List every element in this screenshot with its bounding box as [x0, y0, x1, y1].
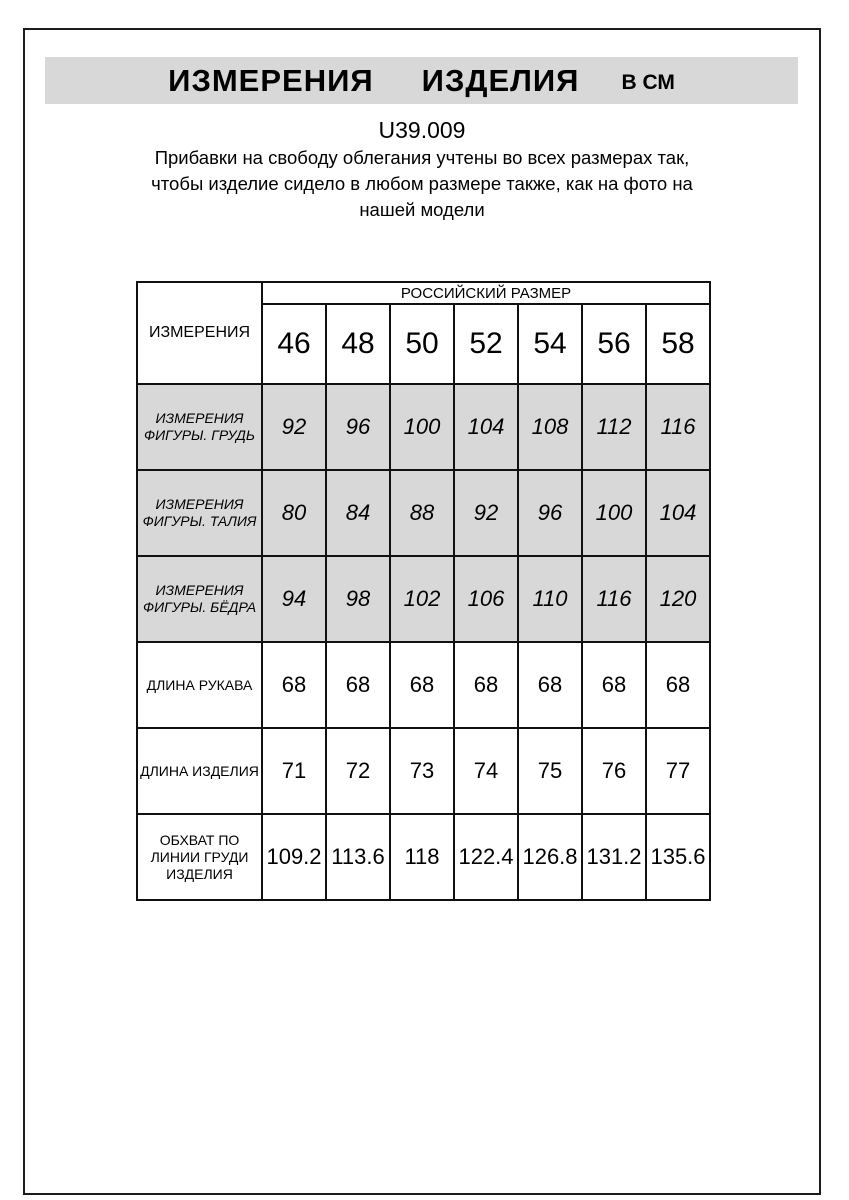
value-cell: 96: [326, 384, 390, 470]
value-cell: 116: [582, 556, 646, 642]
value-cell: 116: [646, 384, 710, 470]
table-body: [137, 384, 710, 900]
value-cell: 104: [454, 384, 518, 470]
value-cell: 68: [646, 642, 710, 728]
value-cell: 80: [262, 470, 326, 556]
value-cell: 88: [390, 470, 454, 556]
row-label-line: ОБХВАТ ПО: [159, 831, 240, 848]
size-column-header: 50: [390, 304, 454, 384]
value-cell: 112: [582, 384, 646, 470]
value-cell: 68: [518, 642, 582, 728]
value-cell: 68: [582, 642, 646, 728]
value-cell: 100: [390, 384, 454, 470]
row-label-cell: [137, 556, 262, 642]
value-cell: 104: [646, 470, 710, 556]
row-label-cell: [137, 814, 262, 900]
description-text: [25, 145, 819, 223]
value-cell: 122.4: [454, 814, 518, 900]
value-cell: 68: [326, 642, 390, 728]
row-label-cell: [137, 470, 262, 556]
value-cell: 102: [390, 556, 454, 642]
table-row-figura-talia: [137, 470, 710, 556]
row-label-line: ИЗМЕРЕНИЯ: [155, 410, 244, 426]
row-label-line: ФИГУРЫ. БЁДРА: [142, 599, 257, 615]
value-cell: 68: [262, 642, 326, 728]
description-line: чтобы изделие сидело в любом размере также, как на фото на: [151, 173, 693, 194]
table-row-figura-bedra: [137, 556, 710, 642]
size-column-header: 48: [326, 304, 390, 384]
value-cell: 75: [518, 728, 582, 814]
product-code: U39.009: [378, 117, 466, 143]
size-group-header-cell: РОССИЙСКИЙ РАЗМЕР: [262, 282, 710, 304]
value-cell: 77: [646, 728, 710, 814]
value-cell: 68: [454, 642, 518, 728]
row-label-line: ФИГУРЫ. ГРУДЬ: [143, 427, 255, 443]
description-line: Прибавки на свободу облегания учтены во всех размерах так,: [154, 147, 690, 168]
value-cell: 94: [262, 556, 326, 642]
description-line: нашей модели: [359, 199, 485, 220]
table-row-dlina-izdeliya: [137, 728, 710, 814]
value-cell: 110: [518, 556, 582, 642]
size-column-header: 58: [646, 304, 710, 384]
row-label-line: ДЛИНА ИЗДЕЛИЯ: [140, 762, 259, 779]
value-cell: 73: [390, 728, 454, 814]
row-label-cell: [137, 728, 262, 814]
table-row-figura-grud: [137, 384, 710, 470]
size-column-header: 52: [454, 304, 518, 384]
size-column-header: 56: [582, 304, 646, 384]
value-cell: 106: [454, 556, 518, 642]
value-cell: 92: [454, 470, 518, 556]
size-column-header: 46: [262, 304, 326, 384]
value-cell: 131.2: [582, 814, 646, 900]
row-label-cell: [137, 384, 262, 470]
row-label-cell: [137, 642, 262, 728]
value-cell: 92: [262, 384, 326, 470]
value-cell: 71: [262, 728, 326, 814]
value-cell: 120: [646, 556, 710, 642]
title-units-label: В СМ: [621, 70, 675, 94]
size-table: [136, 281, 711, 901]
value-cell: 98: [326, 556, 390, 642]
value-cell: 135.6: [646, 814, 710, 900]
table-row-obhvat: [137, 814, 710, 900]
value-cell: 74: [454, 728, 518, 814]
table-head: [137, 282, 710, 384]
value-cell: 126.8: [518, 814, 582, 900]
row-label-line: ФИГУРЫ. ТАЛИЯ: [142, 513, 257, 529]
row-label-line: ДЛИНА РУКАВА: [146, 676, 253, 693]
title-measurements-label: ИЗМЕРЕНИЯ: [168, 62, 374, 98]
header-row-group: [137, 282, 710, 304]
value-cell: 76: [582, 728, 646, 814]
value-cell: 100: [582, 470, 646, 556]
value-cell: 68: [390, 642, 454, 728]
row-label-line: ИЗДЕЛИЯ: [166, 865, 233, 882]
title-product-label: ИЗДЕЛИЯ: [421, 62, 580, 98]
value-cell: 96: [518, 470, 582, 556]
page-frame: [23, 28, 821, 1195]
row-label-line: ИЗМЕРЕНИЯ: [155, 582, 244, 598]
value-cell: 109.2: [262, 814, 326, 900]
row-label-line: ЛИНИИ ГРУДИ: [150, 848, 249, 865]
value-cell: 113.6: [326, 814, 390, 900]
row-label-line: ИЗМЕРЕНИЯ: [155, 496, 244, 512]
value-cell: 84: [326, 470, 390, 556]
value-cell: 118: [390, 814, 454, 900]
table-row-dlina-rukava: [137, 642, 710, 728]
size-column-header: 54: [518, 304, 582, 384]
value-cell: 72: [326, 728, 390, 814]
measurements-header-cell: ИЗМЕРЕНИЯ: [137, 282, 262, 384]
value-cell: 108: [518, 384, 582, 470]
title-band: [45, 57, 798, 104]
